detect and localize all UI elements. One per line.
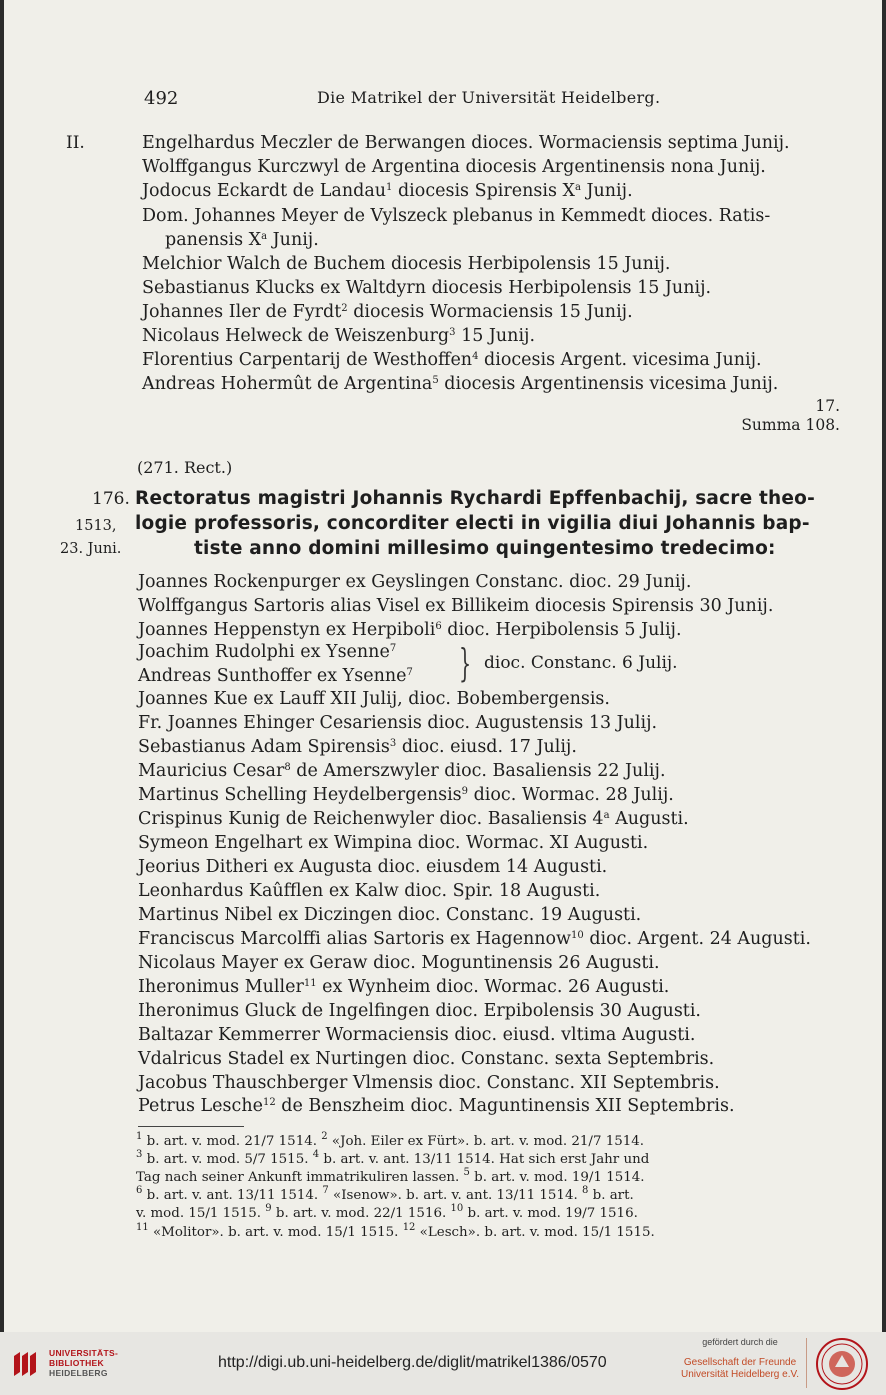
- library-line-3: HEIDELBERG: [49, 1368, 108, 1378]
- matriculation-entry: [138, 596, 773, 616]
- matriculation-entry: [138, 977, 669, 997]
- entry-text: Johannes Iler de Fyrdt: [142, 302, 342, 322]
- footnote-text: b. art. v. mod. 19/1 1514.: [469, 1170, 645, 1185]
- entry-text: Joachim Rudolphi ex Ysenne: [138, 642, 390, 662]
- brace-shared-text: dioc. Constanc. 6 Julij.: [484, 653, 678, 673]
- section-year: 1513,: [75, 518, 117, 534]
- entry-text: Symeon Engelhart ex Wimpina dioc. Wormac. XI Augusti.: [138, 833, 649, 853]
- footnote-number: 12: [402, 1222, 416, 1233]
- footnote-line: [136, 1131, 645, 1149]
- footnote-number: 3: [136, 1149, 143, 1160]
- matriculation-entry: [142, 157, 766, 177]
- entry-text: Jacobus Thauschberger Vlmensis dioc. Constanc. XII Septembris.: [138, 1073, 720, 1093]
- footnote-text: b. art. v. mod. 21/7 1514.: [142, 1134, 322, 1149]
- entry-text: Sebastianus Adam Spirensis: [138, 737, 390, 757]
- matriculation-entry: [138, 620, 682, 640]
- footnote-number: 7: [322, 1185, 329, 1196]
- entry-text: panensis X: [165, 230, 262, 250]
- footnote-marker: 10: [571, 930, 584, 941]
- footnote-marker: 7: [406, 667, 413, 678]
- entry-text: Florentius Carpentarij de Westhoffen: [142, 350, 473, 370]
- footnote-text: b. art. v. mod. 5/7 1515.: [142, 1152, 313, 1167]
- entry-text: Andreas Hohermût de Argentina: [142, 374, 433, 394]
- rectorate-heading-line-1: Rectoratus magistri Johannis Rychardi Epffenbachij, sacre theo-: [135, 488, 815, 509]
- matriculation-entry: [142, 326, 535, 346]
- footnote-marker: 9: [461, 786, 469, 797]
- running-title: Die Matrikel der Universität Heidelberg.: [317, 88, 661, 107]
- entry-text: Sebastianus Klucks ex Waltdyrn diocesis Herbipolensis 15 Junij.: [142, 278, 712, 298]
- viewer-footer: [0, 1332, 886, 1395]
- footnote-number: 8: [581, 1185, 589, 1196]
- footnote-marker: 2: [341, 303, 348, 314]
- entry-text: Nicolaus Mayer ex Geraw dioc. Moguntinensis 26 Augusti.: [138, 953, 660, 973]
- library-line-2: BIBLIOTHEK: [49, 1358, 104, 1368]
- matriculation-entry: [138, 1001, 701, 1021]
- matriculation-entry: [138, 905, 641, 925]
- matriculation-entry: [142, 133, 790, 153]
- footnote-marker: 12: [262, 1097, 276, 1108]
- footnote-marker: 7: [389, 643, 397, 654]
- entry-text: Junij.: [580, 181, 633, 201]
- entry-text: Engelhardus Meczler de Berwangen dioces. Wormaciensis septima Junij.: [142, 133, 790, 153]
- matriculation-entry: [142, 302, 633, 322]
- footnote-text: «Lesch». b. art. v. mod. 15/1 1515.: [415, 1225, 655, 1240]
- brace-symbol: }: [459, 641, 472, 685]
- entry-text: dioc. Wormac. 28 Julij.: [468, 785, 674, 805]
- entry-text: Leonhardus Kaûfflen ex Kalw dioc. Spir. 18 Augusti.: [138, 881, 601, 901]
- footnote-marker: a: [261, 231, 268, 242]
- matriculation-entry: [138, 929, 811, 949]
- footnote-marker: a: [603, 810, 610, 821]
- matriculation-entry: [138, 1049, 714, 1069]
- footnote-number: 2: [321, 1131, 328, 1142]
- footnote-text: b. art. v. ant. 13/11 1514.: [142, 1188, 323, 1203]
- library-line-1: UNIVERSITÄTS-: [49, 1348, 119, 1358]
- matriculation-entry: [138, 713, 657, 733]
- summa-total: Summa 108.: [741, 416, 840, 434]
- entry-text: Wolffgangus Kurczwyl de Argentina diocesis Argentinensis nona Junij.: [142, 157, 766, 177]
- entry-text: Dom. Johannes Meyer de Vylszeck plebanus in Kemmedt dioces. Ratis-: [142, 206, 771, 226]
- matriculation-entry: [138, 761, 666, 781]
- footnote-number: 9: [265, 1203, 272, 1214]
- entry-text: Iheronimus Gluck de Ingelfingen dioc. Erpibolensis 30 Augusti.: [138, 1001, 701, 1021]
- entry-text: Vdalricus Stadel ex Nurtingen dioc. Constanc. sexta Septembris.: [138, 1049, 715, 1069]
- sponsor-org-line-2: Universität Heidelberg e.V.: [680, 1369, 800, 1380]
- footnote-text: «Molitor». b. art. v. mod. 15/1 1515.: [148, 1225, 403, 1240]
- footnote-line: [136, 1203, 638, 1221]
- matriculation-entry: [142, 350, 762, 370]
- footnote-line: [136, 1222, 655, 1240]
- matriculation-entry: [138, 1096, 735, 1116]
- section-label-ii: II.: [66, 133, 85, 153]
- footnote-number: 6: [136, 1185, 143, 1196]
- footnote-text: b. art. v. mod. 19/7 1516.: [463, 1206, 638, 1221]
- sponsor-note: gefördert durch die: [702, 1337, 778, 1347]
- matriculation-entry: [165, 230, 319, 250]
- entry-text: Joannes Heppenstyn ex Herpiboli: [138, 620, 436, 640]
- footnote-rule: [138, 1126, 244, 1127]
- library-name: [49, 1348, 118, 1378]
- footnote-text: b. art. v. mod. 22/1 1516.: [271, 1206, 451, 1221]
- footnote-marker: 1: [386, 182, 393, 193]
- footnote-number: 1: [136, 1131, 143, 1142]
- matriculation-entry: [138, 833, 648, 853]
- permalink-url[interactable]: http://digi.ub.uni-heidelberg.de/diglit/matrikel1386/0570: [218, 1354, 607, 1371]
- matriculation-entry: [138, 1073, 720, 1093]
- matriculation-entry: [138, 881, 600, 901]
- section-date: 23. Juni.: [60, 541, 122, 557]
- footnote-line: [136, 1185, 634, 1203]
- entry-text: de Benszheim dioc. Maguntinensis XII Septembris.: [275, 1096, 735, 1116]
- entry-text: Wolffgangus Sartoris alias Visel ex Billikeim diocesis Spirensis 30 Junij.: [138, 596, 774, 616]
- matriculation-entry: [142, 254, 670, 274]
- sponsor-block: [680, 1337, 800, 1381]
- entry-text: Augusti.: [609, 809, 689, 829]
- scanned-page: [4, 0, 882, 1332]
- matriculation-entry: [142, 278, 711, 298]
- footnote-marker: 5: [432, 375, 439, 386]
- entry-text: diocesis Spirensis X: [392, 181, 575, 201]
- entry-text: 15 Junij.: [455, 326, 536, 346]
- entry-text: diocesis Argentinensis vicesima Junij.: [438, 374, 779, 394]
- footnote-number: 5: [463, 1167, 470, 1178]
- entry-count: 17.: [815, 397, 840, 415]
- footnote-marker: 3: [389, 738, 397, 749]
- entry-text: Junij.: [267, 230, 319, 250]
- matriculation-entry: [142, 374, 778, 394]
- footnote-number: 10: [450, 1203, 464, 1214]
- page-number: 492: [144, 88, 179, 109]
- rectorate-heading-line-2: logie professoris, concorditer electi in vigilia diui Johannis bap-: [135, 513, 810, 534]
- entry-text: Mauricius Cesar: [138, 761, 285, 781]
- entry-text: Fr. Joannes Ehinger Cesariensis dioc. Augustensis 13 Julij.: [138, 713, 658, 733]
- matriculation-entry: [138, 785, 674, 805]
- matriculation-entry: [138, 857, 607, 877]
- entry-text: Andreas Sunthoffer ex Ysenne: [138, 666, 407, 686]
- footnote-marker: 3: [449, 327, 456, 338]
- matriculation-entry: [142, 206, 770, 226]
- entry-text: dioc. Herpibolensis 5 Julij.: [441, 620, 682, 640]
- matriculation-entry: [138, 809, 689, 829]
- entry-text: Crispinus Kunig de Reichenwyler dioc. Basaliensis 4: [138, 809, 604, 829]
- entry-text: Franciscus Marcolffi alias Sartoris ex Hagennow: [138, 929, 572, 949]
- footnote-marker: 6: [435, 621, 442, 632]
- footnote-marker: 11: [303, 978, 317, 989]
- footnote-text: «Isenow». b. art. v. ant. 13/11 1514.: [328, 1188, 582, 1203]
- entry-text: ex Wynheim dioc. Wormac. 26 Augusti.: [316, 977, 670, 997]
- entry-text: dioc. eiusd. 17 Julij.: [396, 737, 577, 757]
- footnote-text: b. art. v. ant. 13/11 1514. Hat sich erst Jahr und: [319, 1152, 650, 1167]
- matriculation-entry: [138, 953, 660, 973]
- university-library-logo-icon: [10, 1348, 42, 1380]
- footnote-marker: 4: [472, 351, 479, 362]
- entry-text: Baltazar Kemmerrer Wormaciensis dioc. eiusd. vltima Augusti.: [138, 1025, 696, 1045]
- section-number: 176.: [92, 489, 130, 509]
- entry-text: Iheronimus Muller: [138, 977, 304, 997]
- entry-text: Petrus Lesche: [138, 1096, 263, 1116]
- footnote-line: [136, 1167, 645, 1185]
- footnote-text: Tag nach seiner Ankunft immatrikuliren lassen.: [136, 1170, 464, 1185]
- entry-text: Jeorius Ditheri ex Augusta dioc. eiusdem 14 Augusti.: [138, 857, 608, 877]
- footnote-text: b. art.: [588, 1188, 634, 1203]
- entry-text: Nicolaus Helweck de Weiszenburg: [142, 326, 450, 346]
- rectorate-heading-line-3: tiste anno domini millesimo quingentesimo tredecimo:: [194, 538, 776, 559]
- matriculation-entry: [138, 737, 577, 757]
- matriculation-entry: [138, 572, 691, 592]
- entry-text: dioc. Argent. 24 Augusti.: [583, 929, 811, 949]
- footnote-number: 11: [136, 1222, 149, 1233]
- footnote-marker: a: [574, 182, 581, 193]
- matriculation-entry: [138, 666, 413, 686]
- matriculation-entry: [138, 1025, 695, 1045]
- entry-text: Joannes Kue ex Lauff XII Julij, dioc. Bobembergensis.: [138, 689, 610, 709]
- footnote-line: [136, 1149, 650, 1167]
- entry-text: Melchior Walch de Buchem diocesis Herbipolensis 15 Junij.: [142, 254, 671, 274]
- footnote-text: v. mod. 15/1 1515.: [136, 1206, 266, 1221]
- footnote-marker: 8: [284, 762, 291, 773]
- entry-text: Jodocus Eckardt de Landau: [142, 181, 387, 201]
- university-seal-icon: [815, 1337, 869, 1391]
- matriculation-entry: [138, 642, 396, 662]
- matriculation-entry: [142, 181, 633, 201]
- entry-text: diocesis Argent. vicesima Junij.: [478, 350, 762, 370]
- entry-text: Martinus Nibel ex Diczingen dioc. Constanc. 19 Augusti.: [138, 905, 642, 925]
- sponsor-org-line-1: Gesellschaft der Freunde: [683, 1357, 797, 1368]
- footnote-number: 4: [312, 1149, 320, 1160]
- footer-divider: [806, 1338, 807, 1388]
- entry-text: Joannes Rockenpurger ex Geyslingen Constanc. dioc. 29 Junij.: [138, 572, 692, 592]
- entry-text: de Amerszwyler dioc. Basaliensis 22 Julij.: [290, 761, 666, 781]
- rector-note: (271. Rect.): [137, 458, 233, 477]
- matriculation-entry: [138, 689, 610, 709]
- entry-text: diocesis Wormaciensis 15 Junij.: [347, 302, 633, 322]
- entry-text: Martinus Schelling Heydelbergensis: [138, 785, 462, 805]
- footnote-text: «Joh. Eiler ex Fürt». b. art. v. mod. 21/7 1514.: [327, 1134, 645, 1149]
